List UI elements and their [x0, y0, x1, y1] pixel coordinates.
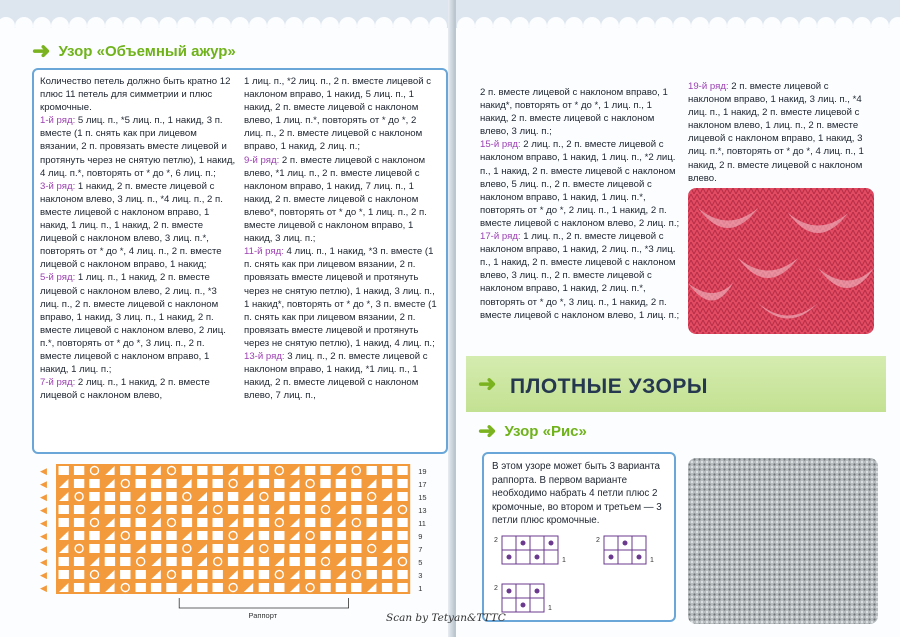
instruction-paragraph [244, 154, 438, 246]
chart-cell-symbol [382, 570, 392, 579]
section-title: ПЛОТНЫЕ УЗОРЫ [510, 375, 708, 398]
chart-cell-symbol [213, 570, 223, 579]
chart-cell-symbol [259, 505, 269, 514]
subtitle: Узор «Рис» [504, 422, 587, 440]
chart-cell-symbol [367, 518, 377, 527]
chart-cell-symbol [228, 557, 238, 566]
chart-row-number: 19 [418, 467, 427, 476]
chart-cell-symbol [320, 518, 330, 527]
chart-cell-symbol [213, 531, 223, 540]
chart-cell-symbol [382, 466, 392, 475]
chart-cell-symbol [290, 557, 300, 566]
instructions-column-2 [244, 75, 438, 402]
row-text: 5 лиц. п., *5 лиц. п., 1 накид, 3 п. вместе (1 п. снять как при лицевом вязании, 2 п. провязать вместе лицевой и протянуть через не снятую петлю), 1 накид, 4 лиц. п.*, повторять от * до *, 6 лиц. п.; [40, 115, 236, 179]
row-text: 1 лиц. п., *2 лиц. п., 2 п. вместе лицевой с наклоном вправо, 1 накид, 5 лиц. п., 1 накид, 2 п. вместе лицевой с наклоном влево, 1 лиц. п.*, повторять от * до *, 2 лиц. п., 2 п. вместе лицевой с наклоном вправо, 1 накид, 2 лиц. п.; [244, 76, 432, 153]
row-label: 17-й ряд: [480, 231, 521, 243]
chart-cell-symbol [305, 518, 315, 527]
chart-cell-symbol [120, 544, 130, 553]
chart-cell-symbol [351, 479, 361, 488]
chart-repeat-caption: Раппорт [248, 611, 278, 620]
chart-cell-symbol [89, 544, 99, 553]
chart-cell-symbol [351, 492, 361, 501]
chart-cell-symbol [274, 492, 284, 501]
chart-cell-symbol [213, 492, 223, 501]
row-label: 11-й ряд: [244, 246, 284, 258]
chart-cell-symbol [89, 583, 99, 592]
instruction-paragraph [40, 180, 238, 272]
chart-cell-symbol [120, 466, 130, 475]
chart-cell-symbol [59, 557, 69, 566]
chart-row-arrow-icon: ◀ [40, 545, 47, 555]
row-text: 1 лиц. п., 2 п. вместе лицевой с наклоном вправо, 1 накид, 2 лиц. п., *3 лиц. п., 1 накид, 2 п. вместе лицевой с наклоном влево, 3 лиц. п., 2 п. вместе лицевой с наклоном вправо, 1 накид, 2 лиц. п.*, повторять от * до *, 3 лиц. п., 1 накид, 2 п. вместе лицевой с наклоном влево, 1 лиц. п.; [480, 231, 680, 321]
instruction-paragraph [244, 350, 438, 402]
chart-cell-symbol [74, 570, 84, 579]
green-arrow-icon: ➜ [32, 38, 51, 63]
chart-cell-symbol [213, 518, 223, 527]
chart-cell-symbol [382, 479, 392, 488]
chart-cell-symbol [120, 492, 130, 501]
instruction-paragraph [40, 75, 238, 114]
chart-cell-symbol [120, 518, 130, 527]
chart-cell-symbol [336, 479, 346, 488]
chart-cell-symbol [120, 505, 130, 514]
chart-row-arrow-icon: ◀ [40, 571, 47, 581]
chart-row-number: 3 [418, 571, 423, 580]
chart-cell-symbol [59, 466, 69, 475]
row-text: 2 п. вместе лицевой с наклоном вправо, 1 накид, 3 лиц. п., *4 лиц. п., 1 накид, 2 п. вместе лицевой с наклоном влево, 1 лиц. п., 2 п. вместе лицевой с наклоном вправо, 1 накид, 3 лиц. п.*, повторять от * до *, 4 лиц. п., 1 накид, 2 п. вместе лицевой с наклоном влево. [688, 81, 864, 184]
chart-cell-symbol [336, 492, 346, 501]
mini-row-label-1c: 1 [548, 605, 552, 612]
chart-cell-symbol [290, 492, 300, 501]
chart-cell-symbol [305, 466, 315, 475]
chart-cell-symbol [120, 557, 130, 566]
chart-cell-symbol [89, 479, 99, 488]
instruction-paragraph [40, 376, 238, 402]
instruction-paragraph [244, 75, 438, 154]
chart-cell-symbol [105, 544, 115, 553]
chart-row-number: 9 [418, 532, 423, 541]
chart-cell-symbol [136, 518, 146, 527]
chart-cell-symbol [228, 505, 238, 514]
chart-cell-symbol [397, 479, 407, 488]
chart-cell-symbol [166, 505, 176, 514]
chart-cell-symbol [367, 466, 377, 475]
chart-cell-symbol [397, 531, 407, 540]
chart-cell-symbol [382, 531, 392, 540]
row-label: 15-й ряд: [480, 139, 521, 151]
chart-cell-symbol [213, 466, 223, 475]
chart-cell-symbol [351, 531, 361, 540]
chart-cell-symbol [397, 583, 407, 592]
mini-row-label-2c: 2 [494, 585, 498, 592]
instructions-column-3 [480, 86, 680, 322]
chart-cell-symbol [274, 583, 284, 592]
chart-cell-symbol [166, 479, 176, 488]
chart-cell-symbol [259, 479, 269, 488]
chart-cell-symbol [320, 466, 330, 475]
knitting-chart [40, 460, 440, 628]
row-text: 2 п. вместе лицевой с наклоном влево, *1 лиц. п., 2 п. вместе лицевой с наклоном вправо, 1 накид, 7 лиц. п., 1 накид, 2 п. вместе лицевой с наклоном влево*, повторять от * до *, 1 лиц. п., 2 п. вместе лицевой с наклоном вправо, 1 накид, 3 лиц. п.; [244, 154, 427, 245]
chart-cell-symbol [59, 570, 69, 579]
chart-cell-symbol [320, 583, 330, 592]
rice-mini-charts [488, 532, 672, 616]
row-text: 2 лиц. п., 2 п. вместе лицевой с наклоном вправо, 1 накид, 1 лиц. п., *2 лиц. п., 1 накид, 2 п. вместе лицевой с наклоном влево, 5 лиц. п., 2 п. вместе лицевой с наклоном вправо, 1 накид, 1 лиц. п.*, повторять от * до *, 2 лиц. п., 1 накид, 2 п. вместе лицевой с наклоном влево, 2 лиц. п.; [480, 139, 680, 229]
chart-cell-symbol [151, 492, 161, 501]
scan-credit: Scan by Tetyan&TTTC [386, 612, 506, 624]
row-label: 7-й ряд: [40, 377, 76, 389]
row-text: 2 п. вместе лицевой с наклоном вправо, 1 накид*, повторять от * до *, 1 лиц. п., 1 накид, 2 п. вместе лицевой с наклоном влево, 3 лиц. п.; [480, 87, 668, 138]
chart-cell-symbol [74, 518, 84, 527]
left-title-row [32, 38, 236, 64]
chart-cell-symbol [305, 492, 315, 501]
chart-cell-symbol [89, 531, 99, 540]
rice-pattern-box [482, 452, 676, 622]
chart-cell-symbol [136, 479, 146, 488]
instruction-paragraph [480, 138, 680, 230]
chart-cell-symbol [151, 583, 161, 592]
row-text: 3 лиц. п., 2 п. вместе лицевой с наклоном вправо, 1 накид, *1 лиц. п., 1 накид, 2 п. вместе лицевой с наклоном влево, 7 лиц. п., [244, 350, 428, 402]
chart-cell-symbol [136, 583, 146, 592]
chart-cell-symbol [105, 492, 115, 501]
chart-cell-symbol [243, 505, 253, 514]
subtitle-arrow-icon: ➜ [478, 418, 497, 443]
chart-cell-symbol [382, 583, 392, 592]
chart-cell-symbol [397, 492, 407, 501]
row-text: 4 лиц. п., 1 накид, *3 п. вместе (1 п. снять как при лицевом вязании, 2 п. провязать вместе лицевой и протянуть через не снятую петлю), 1 накид, 3 лиц. п., 1 накид*, повторять от * до *, 3 п. вместе (1 п. снять как при лицевом вязании, 2 п. провязать вместе лицевой и протянуть через не снятую петлю), 1 накид, 4 лиц. п.; [244, 246, 437, 349]
chart-cell-symbol [105, 505, 115, 514]
chart-cell-symbol [105, 557, 115, 566]
mini-row-label-1: 1 [562, 557, 566, 564]
chart-cell-symbol [182, 557, 192, 566]
chart-cell-symbol [274, 479, 284, 488]
row-label: 13-й ряд: [244, 350, 285, 362]
chart-repeat-bracket [179, 598, 348, 608]
chart-cell-symbol [136, 531, 146, 540]
chart-cell-symbol [397, 544, 407, 553]
instruction-paragraph [688, 80, 868, 185]
chart-cell-symbol [74, 557, 84, 566]
chart-cell-symbol [151, 544, 161, 553]
decorative-border-top [0, 0, 452, 28]
chart-cell-symbol [320, 479, 330, 488]
chart-cell-symbol [351, 557, 361, 566]
chart-cell-symbol [166, 544, 176, 553]
chart-cell-symbol [367, 505, 377, 514]
chart-cell-symbol [259, 531, 269, 540]
rice-pattern-text: В этом узоре может быть 3 варианта раппорта. В первом варианте необходимо набрать 4 петли плюс 2 кромочные, во втором и третьем — 3 петли плюс кромочные. [492, 461, 662, 526]
chart-cell-symbol [151, 479, 161, 488]
chart-cell-symbol [197, 570, 207, 579]
chart-cell-symbol [74, 466, 84, 475]
chart-cell-symbol [305, 557, 315, 566]
chart-cell-symbol [136, 570, 146, 579]
chart-cell-symbol [243, 570, 253, 579]
chart-cell-symbol [243, 466, 253, 475]
chart-cell-symbol [336, 531, 346, 540]
chart-cell-symbol [213, 479, 223, 488]
chart-cell-symbol [136, 466, 146, 475]
chart-row-arrow-icon: ◀ [40, 467, 47, 477]
instruction-paragraph [244, 245, 438, 350]
chart-cell-symbol [243, 518, 253, 527]
chart-cell-symbol [166, 492, 176, 501]
chart-cell-symbol [290, 505, 300, 514]
chart-cell-symbol [166, 583, 176, 592]
chart-cell-symbol [290, 544, 300, 553]
chart-cell-symbol [166, 531, 176, 540]
chart-row-arrow-icon: ◀ [40, 584, 47, 594]
chart-cell-symbol [397, 466, 407, 475]
decorative-border-top-right [456, 0, 900, 28]
chart-cell-symbol [74, 505, 84, 514]
chart-cell-symbol [259, 570, 269, 579]
chart-cell-symbol [243, 557, 253, 566]
chart-row-arrow-icon: ◀ [40, 480, 47, 490]
instructions-column-1 [40, 75, 238, 402]
row-label: 5-й ряд: [40, 272, 76, 284]
chart-cell-symbol [197, 518, 207, 527]
chart-cell-symbol [259, 466, 269, 475]
chart-cell-symbol [228, 544, 238, 553]
chart-cell-symbol [274, 544, 284, 553]
instruction-paragraph [40, 114, 238, 179]
chart-row-number: 15 [418, 493, 427, 502]
chart-cell-symbol [382, 518, 392, 527]
row-label: 3-й ряд: [40, 180, 76, 192]
chart-cell-symbol [213, 544, 223, 553]
instructions-column-4 [688, 80, 868, 185]
chart-row-number: 11 [418, 519, 426, 528]
chart-cell-symbol [397, 570, 407, 579]
chart-row-number: 7 [418, 545, 423, 554]
chart-cell-symbol [182, 505, 192, 514]
chart-cell-symbol [166, 557, 176, 566]
row-text: 2 лиц. п., 1 накид, 2 п. вместе лицевой с наклоном влево, [40, 377, 210, 402]
row-text: 1 накид, 2 п. вместе лицевой с наклоном влево, 3 лиц. п., *4 лиц. п., 2 п. вместе лицевой с наклоном вправо, 1 накид, 1 лиц. п., 1 накид, 2 п. вместе лицевой с наклоном влево, 3 лиц. п.*, повторять от * до *, 4 лиц. п., 2 п. вместе лицевой с наклоном вправо, 1 накид; [40, 180, 223, 271]
mini-row-label-1b: 1 [650, 557, 654, 564]
chart-cell-symbol [351, 505, 361, 514]
chart-cell-symbol [120, 570, 130, 579]
chart-cell-symbol [59, 518, 69, 527]
mini-row-label-2: 2 [494, 537, 498, 544]
chart-cell-symbol [182, 518, 192, 527]
chart-cell-symbol [59, 505, 69, 514]
chart-cell-symbol [182, 466, 192, 475]
chart-cell-symbol [305, 505, 315, 514]
chart-cell-symbol [74, 479, 84, 488]
chart-row-number: 17 [418, 480, 427, 489]
chart-cell-symbol [367, 570, 377, 579]
chart-row-arrow-icon: ◀ [40, 519, 47, 529]
chart-cell-symbol [274, 531, 284, 540]
chart-cell-symbol [259, 583, 269, 592]
chart-cell-symbol [89, 492, 99, 501]
chart-cell-symbol [197, 466, 207, 475]
chart-cell-symbol [367, 557, 377, 566]
chart-cell-symbol [259, 557, 269, 566]
row-label: 9-й ряд: [244, 154, 280, 166]
chart-cell-symbol [397, 518, 407, 527]
chart-cell-symbol [336, 583, 346, 592]
rice-sample-photo [688, 458, 878, 624]
instruction-paragraph [480, 86, 680, 138]
chart-cell-symbol [197, 583, 207, 592]
subtitle-row [478, 418, 587, 444]
chart-cell-symbol [197, 479, 207, 488]
page-title: Узор «Объемный ажур» [58, 42, 236, 60]
row-text: 1 лиц. п., 1 накид, 2 п. вместе лицевой с наклоном влево, 2 лиц. п., *3 лиц. п., 2 п. вместе лицевой с наклоном вправо, 1 накид, 3 лиц. п., 1 накид, 2 п. вместе лицевой с наклоном влево, 2 лиц. п.*, повторять от * до *, 3 лиц. п., 2 п. вместе лицевой с наклоном вправо, 1 накид, 1 лиц. п.; [40, 272, 226, 376]
chart-cell-symbol [74, 583, 84, 592]
chart-row-number: 13 [418, 506, 427, 515]
instruction-paragraph [40, 271, 238, 376]
lace-sample-photo [688, 188, 874, 334]
chart-cell-symbol [151, 531, 161, 540]
chart-row-arrow-icon: ◀ [40, 558, 47, 568]
chart-cell-symbol [305, 570, 315, 579]
chart-cell-symbol [213, 583, 223, 592]
chart-cell-symbol [259, 518, 269, 527]
row-label: 19-й ряд: [688, 81, 729, 92]
chart-cell-symbol [228, 492, 238, 501]
chart-cell-symbol [74, 531, 84, 540]
chart-row-number: 1 [418, 584, 423, 593]
chart-cell-symbol [351, 583, 361, 592]
row-label: 1-й ряд: [40, 115, 76, 127]
row-text: Количество петель должно быть кратно 12 плюс 11 петель для симметрии и плюс кромочные. [40, 76, 231, 114]
chart-cell-symbol [182, 570, 192, 579]
chart-cell-symbol [320, 531, 330, 540]
instruction-paragraph [480, 230, 680, 322]
chart-cell-symbol [336, 544, 346, 553]
mini-row-label-2b: 2 [596, 537, 600, 544]
section-arrow-icon: ➜ [478, 371, 497, 396]
chart-row-arrow-icon: ◀ [40, 493, 47, 503]
chart-cell-symbol [197, 531, 207, 540]
chart-row-arrow-icon: ◀ [40, 506, 47, 516]
chart-cell-symbol [305, 544, 315, 553]
chart-cell-symbol [320, 570, 330, 579]
chart-row-arrow-icon: ◀ [40, 532, 47, 542]
chart-cell-symbol [351, 544, 361, 553]
chart-row-number: 5 [418, 558, 423, 567]
